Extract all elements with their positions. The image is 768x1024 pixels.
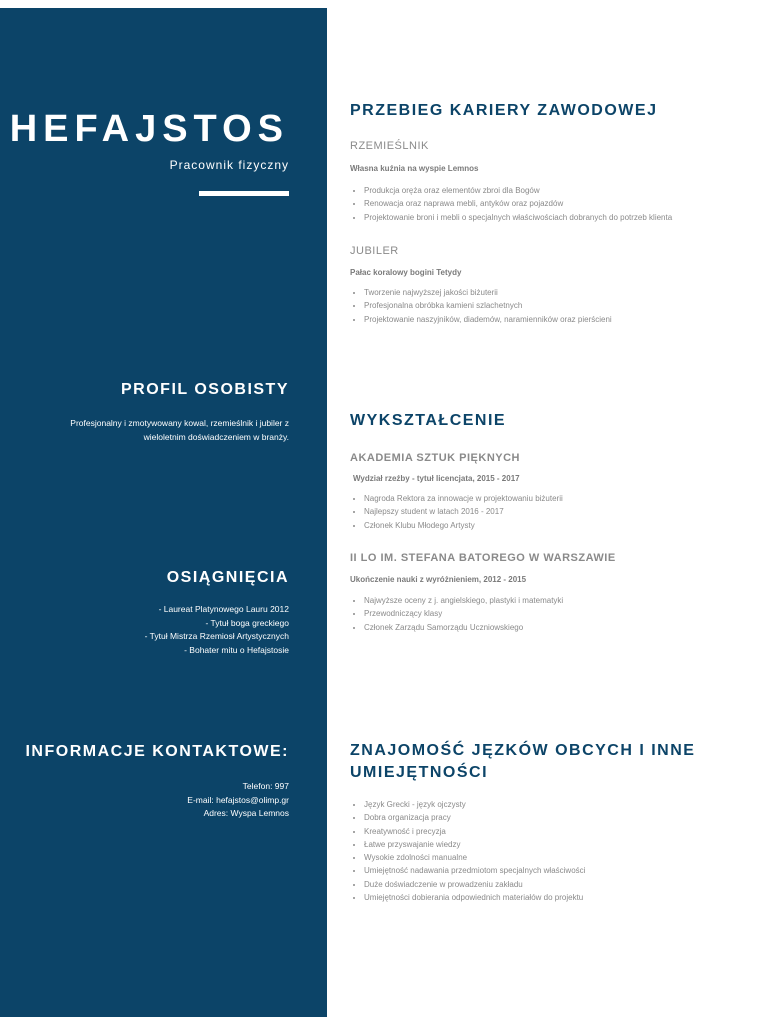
list-item: • Duże doświadczenie w prowadzeniu zakładu — [364, 878, 764, 891]
list-item: • Język Grecki - język ojczysty — [364, 798, 764, 811]
contact-phone: Telefon: 997 — [242, 781, 289, 791]
achievements-list — [19, 603, 289, 657]
job-duties-list — [350, 286, 764, 326]
profile-line: wieloletnim doświadczeniem w branży. — [143, 431, 289, 442]
achievement-item: - Laureat Platynowego Lauru 2012 — [158, 604, 289, 614]
job-subtitle: Pracownik fizyczny — [169, 158, 289, 172]
career-heading: PRZEBIEG KARIERY ZAWODOWEJ — [350, 102, 658, 119]
list-item: • Członek Klubu Młodego Artysty — [364, 519, 764, 532]
list-item: • Wysokie zdolności manualne — [364, 851, 764, 864]
list-item: • Projektowanie naszyjników, diademów, naramienników oraz pierścieni — [364, 313, 764, 326]
skills-list — [350, 798, 764, 904]
list-item: • Renowacja oraz naprawa mebli, antyków oraz pojazdów — [364, 197, 764, 210]
achievement-item: - Tytuł Mistrza Rzemiosł Artystycznych — [144, 631, 289, 641]
skills-heading: ZNAJOMOŚĆ JĘZKÓW OBCYCH I INNE — [350, 742, 696, 759]
list-item: • Umiejętności dobierania odpowiednich materiałów do projektu — [364, 891, 764, 904]
list-item: • Najlepszy student w latach 2016 - 2017 — [364, 505, 764, 518]
profile-text — [29, 417, 289, 444]
list-item: • Profesjonalna obróbka kamieni szlachetnych — [364, 299, 764, 312]
accent-bar — [199, 191, 289, 196]
school-achievements-list — [350, 594, 764, 634]
list-item: • Łatwe przyswajanie wiedzy — [364, 838, 764, 851]
list-item: • Nagroda Rektora za innowacje w projektowaniu biżuterii — [364, 492, 764, 505]
achievement-item: - Tytuł boga greckiego — [205, 617, 289, 628]
list-item: • Projektowanie broni i mebli o specjalnych właściwościach dobranych do potrzeb klienta — [364, 211, 764, 224]
school-name: II LO IM. STEFANA BATOREGO W WARSZAWIE — [350, 552, 616, 564]
school-name: AKADEMIA SZTUK PIĘKNYCH — [350, 452, 520, 464]
sidebar — [0, 8, 327, 1017]
education-heading: WYKSZTAŁCENIE — [350, 412, 507, 429]
contact-list — [19, 780, 289, 821]
achievement-item: - Bohater mitu o Hefajstosie — [184, 644, 289, 655]
school-achievements-list — [350, 492, 764, 532]
list-item: • Najwyższe oceny z j. angielskiego, plastyki i matematyki — [364, 594, 764, 607]
person-name: HEFAJSTOS — [9, 108, 289, 150]
list-item: • Przewodniczący klasy — [364, 607, 764, 620]
job-place: Własna kuźnia na wyspie Lemnos — [350, 164, 479, 173]
job-duties-list — [350, 184, 764, 224]
achievement-item-row — [19, 630, 289, 644]
list-item: • Członek Zarządu Samorządu Uczniowskiego — [364, 621, 764, 634]
skills-heading-line2: UMIEJĘTNOŚCI — [350, 764, 489, 781]
list-item: • Dobra organizacja pracy — [364, 811, 764, 824]
profile-line: Profesjonalny i zmotywowany kowal, rzemieślnik i jubiler z — [70, 418, 289, 428]
list-item: • Kreatywność i precyzja — [364, 825, 764, 838]
list-item: • Produkcja oręża oraz elementów zbroi dla Bogów — [364, 184, 764, 197]
school-detail: Ukończenie nauki z wyróżnieniem, 2012 - 2015 — [350, 575, 527, 584]
job-place: Pałac koralowy bogini Tetydy — [350, 268, 462, 277]
school-detail: Wydział rzeźby - tytuł licencjata, 2015 - 2017 — [353, 474, 520, 483]
job-title: RZEMIEŚLNIK — [350, 140, 429, 152]
contact-heading: INFORMACJE KONTAKTOWE: — [25, 743, 289, 760]
list-item: • Tworzenie najwyższej jakości biżuterii — [364, 286, 764, 299]
list-item: • Umiejętność nadawania przedmiotom specjalnych właściwości — [364, 864, 764, 877]
job-title: JUBILER — [350, 245, 399, 257]
profile-heading: PROFIL OSOBISTY — [121, 381, 289, 398]
contact-email: E-mail: hefajstos@olimp.gr — [187, 794, 289, 805]
achievements-heading: OSIĄGNIĘCIA — [166, 569, 289, 586]
contact-address: Adres: Wyspa Lemnos — [203, 808, 289, 818]
